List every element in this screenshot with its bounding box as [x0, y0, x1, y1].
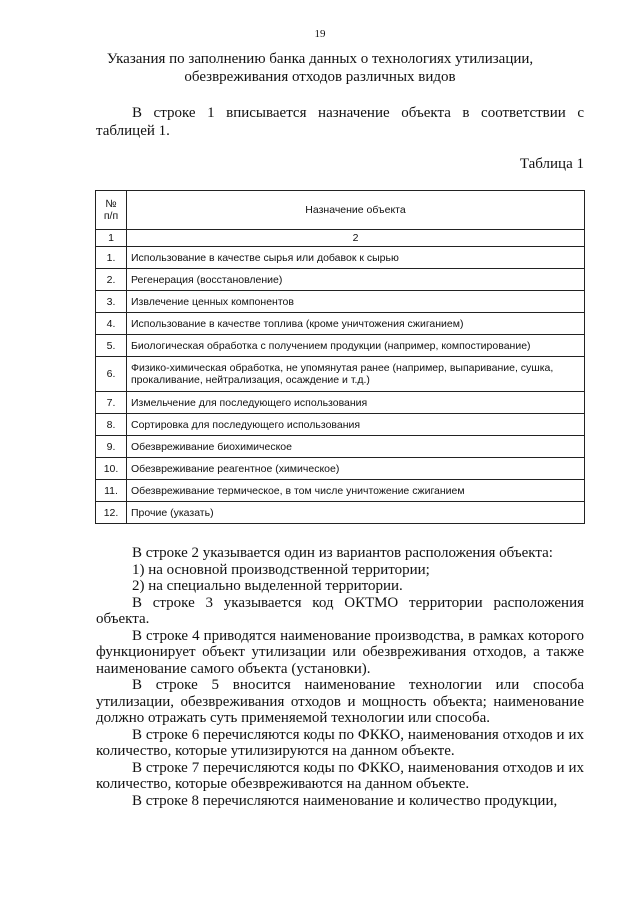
paragraph: 2) на специально выделенной территории. [132, 578, 403, 594]
table-row [96, 458, 585, 480]
page-title [100, 50, 540, 86]
row-number: 1. [96, 247, 127, 269]
page-number: 19 [314, 28, 326, 40]
row-text: Регенерация (восстановление) [127, 269, 585, 291]
row-number: 10. [96, 458, 127, 480]
row-number: 8. [96, 414, 127, 436]
row-text: Измельчение для последующего использования [127, 392, 585, 414]
body-text [96, 545, 584, 809]
row-text: Прочие (указать) [127, 502, 585, 524]
paragraph: В строке 8 перечисляются наименование и количество продукции, [132, 792, 558, 809]
paragraph: В строке 3 указывается код ОКТМО территории расположения объекта. [96, 594, 584, 627]
row-text: Сортировка для последующего использования [127, 414, 585, 436]
table-row [96, 392, 585, 414]
index-row [96, 230, 585, 247]
row-number: 3. [96, 291, 127, 313]
row-number: 11. [96, 480, 127, 502]
row-number: 7. [96, 392, 127, 414]
table-row [96, 247, 585, 269]
header-num: № п/п [96, 191, 127, 230]
paragraph: В строке 2 указывается один из вариантов расположения объекта: [132, 545, 553, 561]
row-number: 6. [96, 357, 127, 392]
table-row [96, 502, 585, 524]
row-number: 2. [96, 269, 127, 291]
paragraph: В строке 4 приводятся наименование производства, в рамках которого функционирует объект утилизации или обезвреживания отходов, а также наименование самого объекта (установки). [96, 627, 584, 677]
table-row [96, 335, 585, 357]
table-row [96, 357, 585, 392]
index-cell: 2 [127, 230, 585, 247]
title-line-1: Указания по заполнению банка данных о технологиях утилизации, [106, 51, 534, 67]
row-number: 4. [96, 313, 127, 335]
row-text: Использование в качестве топлива (кроме уничтожения сжиганием) [127, 313, 585, 335]
table-caption: Таблица 1 [519, 156, 584, 172]
row-text: Обезвреживание реагентное (химическое) [127, 458, 585, 480]
purpose-table [95, 190, 585, 524]
row-text: Извлечение ценных компонентов [127, 291, 585, 313]
table-row [96, 313, 585, 335]
paragraph: В строке 6 перечисляются коды по ФККО, наименования отходов и их количество, которые утилизируются на данном объекте. [96, 726, 584, 759]
paragraph: 1) на основной производственной территории; [132, 561, 430, 578]
intro-paragraph: В строке 1 вписывается назначение объекта в соответствии с таблицей 1. [96, 105, 584, 139]
row-text: Использование в качестве сырья или добавок к сырью [127, 247, 585, 269]
row-number: 5. [96, 335, 127, 357]
title-line-2: обезвреживания отходов различных видов [184, 69, 456, 85]
table-row [96, 269, 585, 291]
header-purpose: Назначение объекта [127, 191, 585, 230]
paragraph: В строке 7 перечисляются коды по ФККО, наименования отходов и их количество, которые обезвреживаются на данном объекте. [96, 759, 584, 792]
row-text: Физико-химическая обработка, не упомянутая ранее (например, выпаривание, сушка, прокаливание, нейтрализация, осаждение и т.д.) [127, 357, 585, 392]
index-cell: 1 [96, 230, 127, 247]
table-row [96, 436, 585, 458]
table-row [96, 480, 585, 502]
row-number: 12. [96, 502, 127, 524]
row-text: Обезвреживание биохимическое [127, 436, 585, 458]
paragraph: В строке 5 вносится наименование технологии или способа утилизации, обезвреживания отходов и мощность объекта; наименование должно отражать суть применяемой технологии или способа. [96, 677, 584, 726]
row-text: Обезвреживание термическое, в том числе уничтожение сжиганием [127, 480, 585, 502]
table-row [96, 291, 585, 313]
row-text: Биологическая обработка с получением продукции (например, компостирование) [127, 335, 585, 357]
row-number: 9. [96, 436, 127, 458]
table-row [96, 414, 585, 436]
